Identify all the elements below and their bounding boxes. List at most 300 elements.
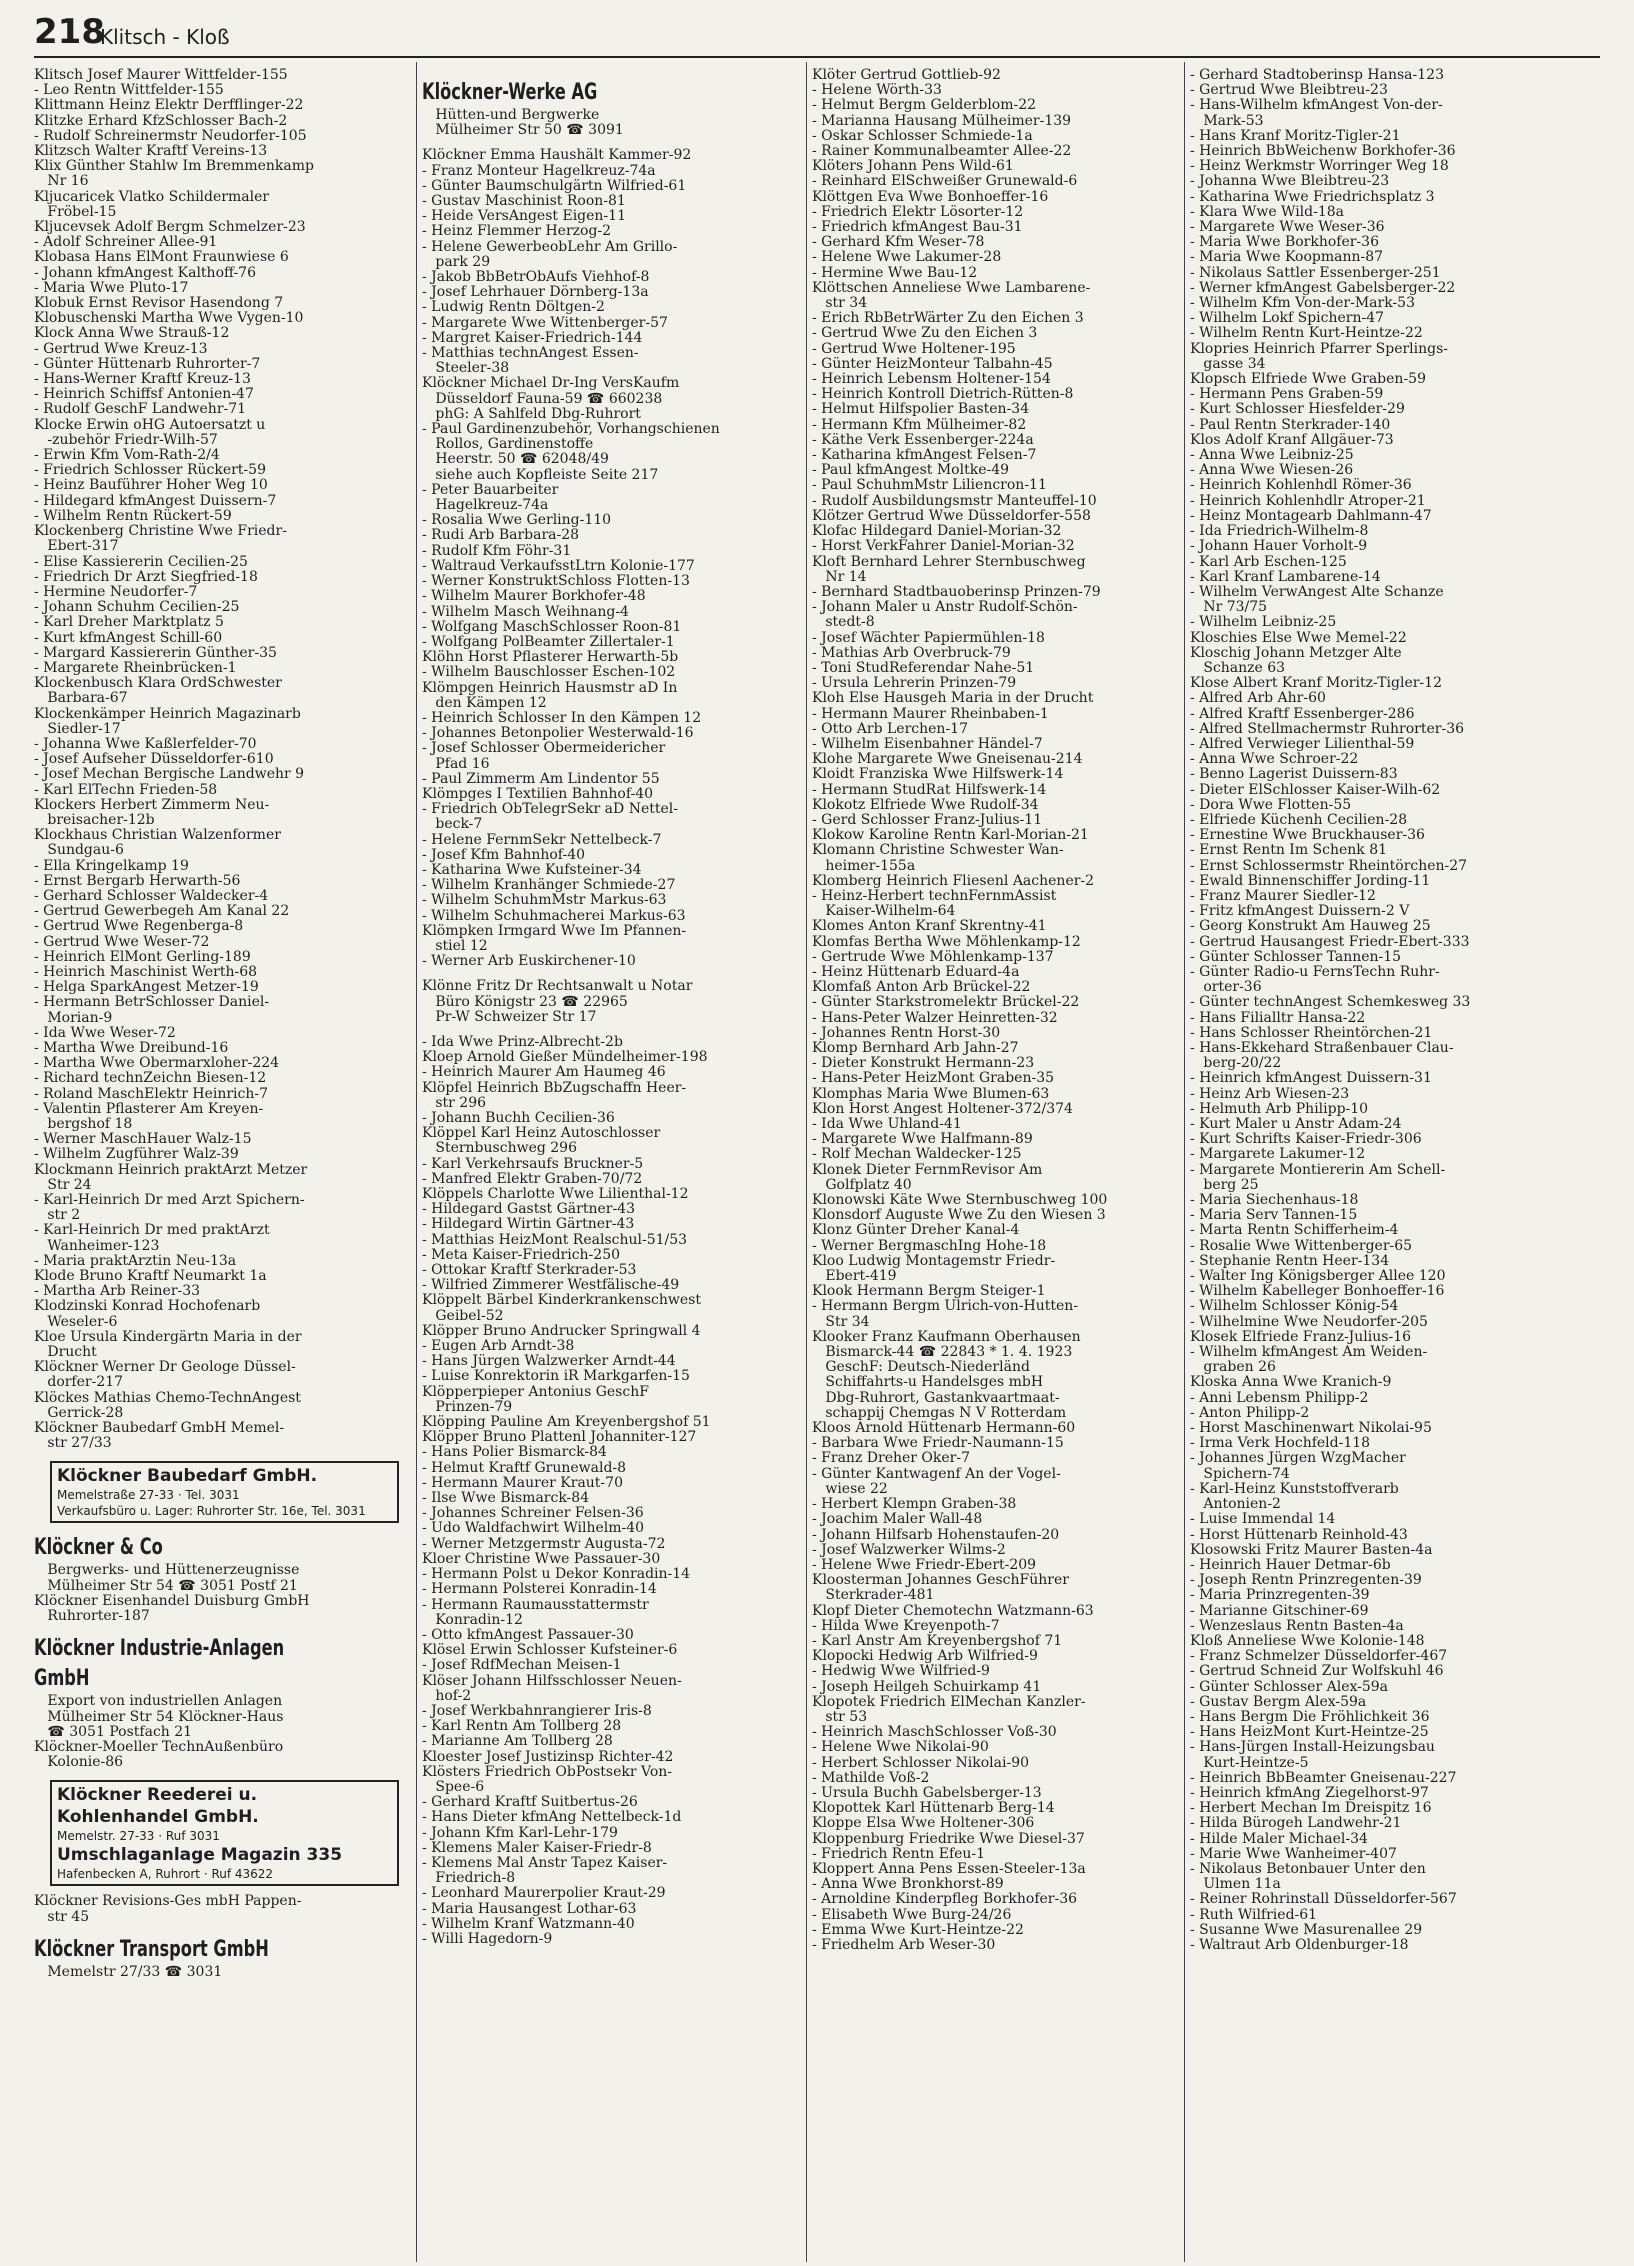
directory-entry: Klitzke Erhard KfzSchlosser Bach-2 <box>34 113 288 129</box>
directory-entry: - Heinrich Lebensm Holtener-154 <box>812 372 1051 388</box>
directory-entry: schappij Chemgas N V Rotterdam <box>812 1405 1067 1421</box>
directory-entry: - Josef Werkbahnrangierer Iris-8 <box>422 1703 652 1719</box>
directory-entry: - Helene Wwe Nikolai-90 <box>812 1740 989 1756</box>
directory-entry: - Hans Schlosser Rheintörchen-21 <box>1190 1025 1433 1041</box>
directory-entry: Hütten-und Bergwerke <box>422 108 600 123</box>
running-head: Klitsch - Kloß <box>100 25 230 49</box>
directory-entry: - Maria Wwe Koopmann-87 <box>1190 250 1384 266</box>
directory-entry: - Klemens Maler Kaiser-Friedr-8 <box>422 1840 652 1856</box>
directory-entry: - Gerhard Stadtoberinsp Hansa-123 <box>1190 68 1444 83</box>
directory-entry: Hagelkreuz-74a <box>422 498 549 514</box>
directory-entry: Klöppel Karl Heinz Autoschlosser <box>422 1126 661 1142</box>
directory-entry: - Friedrich Elektr Lösorter-12 <box>812 204 1024 220</box>
directory-entry: wiese 22 <box>812 1481 888 1497</box>
page-number: 218 <box>34 12 105 52</box>
directory-entry: - Anton Philipp-2 <box>1190 1405 1310 1421</box>
directory-entry: Klomfaß Anton Arb Brückel-22 <box>812 980 1031 996</box>
column-1-entries-c <box>34 1894 412 1980</box>
directory-entry: - Willi Hagedorn-9 <box>422 1931 553 1947</box>
directory-entry: - Adolf Schreiner Allee-91 <box>34 235 218 251</box>
directory-entry: - Wilhelm Lokf Spichern-47 <box>1190 311 1385 327</box>
directory-entry: - Helmut Bergm Gelderblom-22 <box>812 98 1037 114</box>
directory-entry: - Maria Wwe Pluto-17 <box>34 280 189 296</box>
directory-entry: - Günter technAngest Schemkesweg 33 <box>1190 995 1471 1011</box>
directory-entry: - Anna Wwe Wiesen-26 <box>1190 463 1354 479</box>
directory-entry: - Eugen Arb Arndt-38 <box>422 1339 575 1355</box>
directory-entry: str 2 <box>34 1208 81 1224</box>
directory-entry: - Margret Kaiser-Friedrich-144 <box>422 330 643 346</box>
directory-entry: dorfer-217 <box>34 1375 124 1391</box>
directory-entry: - Herbert Schlosser Nikolai-90 <box>812 1755 1030 1771</box>
advert-title: Klöckner Baubedarf GmbH. <box>57 1466 318 1487</box>
directory-entry: Klobasa Hans ElMont Fraunwiese 6 <box>34 250 289 266</box>
directory-entry: - Heinrich kfmAngest Duissern-31 <box>1190 1071 1432 1087</box>
directory-entry: - Marie Wwe Wanheimer-407 <box>1190 1846 1397 1862</box>
directory-entry: Klomes Anton Kranf Skrentny-41 <box>812 919 1047 935</box>
directory-entry: - Paul kfmAngest Moltke-49 <box>812 463 1010 479</box>
directory-entry: - Karl ElTechn Frieden-58 <box>34 782 218 798</box>
directory-entry: - Heinrich Schlosser In den Kämpen 12 <box>422 710 702 726</box>
directory-entry: Wanheimer-123 <box>34 1238 160 1254</box>
directory-entry: - Heinz Hüttenarb Eduard-4a <box>812 964 1020 980</box>
directory-entry: Düsseldorf Fauna-59 ☎ 660238 <box>422 391 663 407</box>
directory-entry: stedt-8 <box>812 615 875 631</box>
directory-entry: - Joseph Heilgeh Schuirkamp 41 <box>812 1679 1042 1695</box>
directory-entry: Klöter Gertrud Gottlieb-92 <box>812 68 1001 83</box>
directory-entry: Bismarck-44 ☎ 22843 * 1. 4. 1923 <box>812 1345 1073 1361</box>
directory-entry: - Johanna Wwe Bleibtreu-23 <box>1190 174 1390 190</box>
directory-entry: str 53 <box>812 1709 868 1725</box>
directory-entry: - Horst Hüttenarb Reinhold-43 <box>1190 1527 1408 1543</box>
directory-entry: - Gertrud Wwe Zu den Eichen 3 <box>812 326 1038 342</box>
directory-entry: - Leo Rentn Wittfelder-155 <box>34 83 224 99</box>
directory-entry: Klöttschen Anneliese Wwe Lambarene- <box>812 280 1091 296</box>
directory-entry: - Hermann Bergm Ulrich-von-Hutten- <box>812 1299 1079 1315</box>
directory-entry: - Ella Kringelkamp 19 <box>34 858 189 874</box>
directory-entry: - Kurt kfmAngest Schill-60 <box>34 630 223 646</box>
directory-entry: Klose Albert Kranf Moritz-Tigler-12 <box>1190 676 1442 692</box>
directory-entry: - Kurt Maler u Anstr Adam-24 <box>1190 1117 1402 1133</box>
directory-entry: - Franz Dreher Oker-7 <box>812 1451 970 1467</box>
advert-line: Hafenbecken A, Ruhrort · Ruf 43622 <box>57 1867 274 1882</box>
directory-entry: - Elisabeth Wwe Burg-24/26 <box>812 1907 1012 1923</box>
directory-entry: - Oskar Schlosser Schmiede-1a <box>812 128 1033 144</box>
directory-entry: Kloos Arnold Hüttenarb Hermann-60 <box>812 1421 1076 1437</box>
directory-entry: str 34 <box>812 296 868 312</box>
directory-entry: Klopocki Hedwig Arb Wilfried-9 <box>812 1649 1038 1665</box>
directory-entry: - Werner KonstruktSchloss Flotten-13 <box>422 574 690 590</box>
directory-entry: Klöpping Pauline Am Kreyenbergshof 51 <box>422 1415 711 1431</box>
directory-entry: - Gerhard Schlosser Waldecker-4 <box>34 888 269 904</box>
directory-entry: - Hans Jürgen Walzwerker Arndt-44 <box>422 1354 676 1370</box>
directory-entry: - Hans-Peter HeizMont Graben-35 <box>812 1071 1055 1087</box>
spacer <box>422 969 800 979</box>
directory-entry: Kljucaricek Vlatko Schildermaler <box>34 189 270 205</box>
directory-entry: - Wilhelm Leibniz-25 <box>1190 615 1337 631</box>
spacer <box>422 1025 800 1035</box>
directory-entry: Klöckner Emma Haushält Kammer-92 <box>422 148 692 164</box>
directory-entry: - Hans-Jürgen Install-Heizungsbau <box>1190 1740 1435 1756</box>
directory-entry: bergshof 18 <box>34 1117 133 1133</box>
directory-entry: Klon Horst Angest Holtener-372/374 <box>812 1101 1073 1117</box>
directory-entry: - Richard technZeichn Biesen-12 <box>34 1071 267 1087</box>
directory-entry: - Margard Kassiererin Günther-35 <box>34 645 277 661</box>
directory-entry: - Werner kfmAngest Gabelsberger-22 <box>1190 280 1456 296</box>
directory-entry: Kurt-Heintze-5 <box>1190 1755 1309 1771</box>
directory-entry: - Margarete Montiererin Am Schell- <box>1190 1162 1446 1178</box>
directory-entry: - Heinrich BbWeichenw Borkhofer-36 <box>1190 144 1456 160</box>
directory-entry: - Heinrich Kohlenhdl Römer-36 <box>1190 478 1412 494</box>
directory-entry: Drucht <box>34 1345 97 1361</box>
directory-entry: - Udo Waldfachwirt Wilhelm-40 <box>422 1521 645 1537</box>
directory-entry: - Werner BergmaschIng Hohe-18 <box>812 1238 1047 1254</box>
directory-entry: - Otto kfmAngest Passauer-30 <box>422 1627 634 1643</box>
directory-entry: - Günter Kantwagenf An der Vogel- <box>812 1466 1061 1482</box>
directory-entry: - Katharina Wwe Friedrichsplatz 3 <box>1190 189 1435 205</box>
directory-entry: - Johanna Wwe Kaßlerfelder-70 <box>34 736 257 752</box>
directory-entry: Klöhn Horst Pflasterer Herwarth-5b <box>422 650 679 666</box>
directory-entry: - Waltraud VerkaufsstLtrn Kolonie-177 <box>422 558 695 574</box>
directory-entry: - Walter Ing Königsberger Allee 120 <box>1190 1269 1446 1285</box>
directory-entry: - Horst Maschinenwart Nikolai-95 <box>1190 1421 1432 1437</box>
directory-entry: - Günter Hüttenarb Ruhrorter-7 <box>34 356 261 372</box>
directory-entry: - Ursula Lehrerin Prinzen-79 <box>812 676 1017 692</box>
directory-entry: Klos Adolf Kranf Allgäuer-73 <box>1190 432 1394 448</box>
directory-entry: - Wilhelm Kranhänger Schmiede-27 <box>422 878 676 894</box>
directory-entry: - Marianne Gitschiner-69 <box>1190 1603 1369 1619</box>
directory-entry: Export von industriellen Anlagen <box>34 1694 283 1710</box>
directory-entry: - Rudolf GeschF Landwehr-71 <box>34 402 247 418</box>
directory-entry: GeschF: Deutsch-Niederländ <box>812 1360 1030 1376</box>
directory-entry: Kloer Christine Wwe Passauer-30 <box>422 1551 661 1567</box>
directory-entry: - Wenzeslaus Rentn Basten-4a <box>1190 1618 1404 1634</box>
firm-heading: Klöckner Transport GmbH <box>34 1936 269 1962</box>
directory-entry: Klocke Erwin oHG Autoersatzt u <box>34 417 266 433</box>
column-3-entries <box>812 68 1182 1953</box>
directory-entry: Str 34 <box>812 1314 870 1330</box>
directory-entry: - Hildegard kfmAngest Duissern-7 <box>34 493 277 509</box>
directory-entry: - Ilse Wwe Bismarck-84 <box>422 1491 590 1507</box>
directory-entry: Klix Günther Stahlw Im Bremmenkamp <box>34 159 314 175</box>
directory-entry: Ulmen 11a <box>1190 1877 1281 1893</box>
directory-entry: Nr 16 <box>34 174 89 190</box>
directory-entry: - Hermann Kfm Mülheimer-82 <box>812 417 1027 433</box>
directory-entry: - Johann Maler u Anstr Rudolf-Schön- <box>812 600 1078 616</box>
directory-entry: - Rainer Kommunalbeamter Allee-22 <box>812 144 1072 160</box>
directory-entry: - Manfred Elektr Graben-70/72 <box>422 1171 643 1187</box>
directory-entry: Klöckner Eisenhandel Duisburg GmbH <box>34 1593 310 1609</box>
directory-entry: Bergwerks- und Hüttenerzeugnisse <box>34 1563 300 1579</box>
directory-entry: Fröbel-15 <box>34 204 117 220</box>
directory-entry: - Johann Hilfsarb Hohenstaufen-20 <box>812 1527 1060 1543</box>
spacer <box>422 138 800 148</box>
directory-entry: Klomphas Maria Wwe Blumen-63 <box>812 1086 1050 1102</box>
directory-entry: - Heinz Werkmstr Worringer Weg 18 <box>1190 159 1449 175</box>
directory-entry: - Margarete Rheinbrücken-1 <box>34 660 237 676</box>
directory-entry: - Helmut Hilfspolier Basten-34 <box>812 402 1030 418</box>
directory-entry: Kloppert Anna Pens Essen-Steeler-13a <box>812 1861 1086 1877</box>
directory-entry: - Josef Kfm Bahnhof-40 <box>422 847 586 863</box>
directory-entry: Nr 73/75 <box>1190 600 1268 616</box>
directory-entry: Kloep Arnold Gießer Mündelheimer-198 <box>422 1050 708 1066</box>
directory-entry: Klonz Günter Dreher Kanal-4 <box>812 1223 1020 1239</box>
directory-entry: - Hermann Pens Graben-59 <box>1190 387 1384 403</box>
directory-entry: Klomfas Bertha Wwe Möhlenkamp-12 <box>812 934 1081 950</box>
directory-entry: Klonek Dieter FernmRevisor Am <box>812 1162 1043 1178</box>
column-4 <box>1190 68 1570 2258</box>
directory-entry: Klöpperpieper Antonius GeschF <box>422 1384 649 1400</box>
directory-entry: Klopsch Elfriede Wwe Graben-59 <box>1190 372 1426 388</box>
directory-entry: - Karl-Heinz Kunststoffverarb <box>1190 1481 1399 1497</box>
directory-entry: - Gerd Schlosser Franz-Julius-11 <box>812 812 1043 828</box>
directory-entry: Geibel-52 <box>422 1308 504 1324</box>
directory-entry: - Wilhelm VerwAngest Alte Schanze <box>1190 584 1444 600</box>
directory-entry: - Hermann Maurer Rheinbaben-1 <box>812 706 1049 722</box>
directory-entry: Kloosterman Johannes GeschFührer <box>812 1573 1069 1589</box>
directory-entry: - Ernst Rentn Im Schenk 81 <box>1190 843 1388 859</box>
directory-entry: - Hilde Maler Michael-34 <box>1190 1831 1368 1847</box>
directory-entry: - Johannes Jürgen WzgMacher <box>1190 1451 1406 1467</box>
column-1-entries <box>34 68 412 1451</box>
directory-entry: - Ida Wwe Weser-72 <box>34 1025 176 1041</box>
directory-entry: Klooker Franz Kaufmann Oberhausen <box>812 1329 1081 1345</box>
directory-entry: - Ruth Wilfried-61 <box>1190 1907 1318 1923</box>
directory-entry: - Alfred Verwieger Lilienthal-59 <box>1190 736 1415 752</box>
directory-entry: - Hilda Wwe Kreyenpoth-7 <box>812 1618 1000 1634</box>
directory-entry: - Wilfried Zimmerer Westfälische-49 <box>422 1278 680 1294</box>
directory-entry: - Georg Konstrukt Am Hauweg 25 <box>1190 919 1431 935</box>
directory-entry: - Hildegard Wirtin Gärtner-43 <box>422 1217 635 1233</box>
directory-entry: - Karl Arb Eschen-125 <box>1190 554 1347 570</box>
directory-entry: - Friedhelm Arb Weser-30 <box>812 1937 996 1953</box>
directory-entry: - Heinz-Herbert technFernmAssist <box>812 888 1057 904</box>
directory-entry: Klohe Margarete Wwe Gneisenau-214 <box>812 752 1083 768</box>
directory-entry: Klötzer Gertrud Wwe Düsseldorfer-558 <box>812 508 1091 524</box>
directory-entry: Sterkrader-481 <box>812 1588 935 1604</box>
directory-entry: - Franz Schmelzer Düsseldorfer-467 <box>1190 1649 1448 1665</box>
directory-entry: Klode Bruno Kraftf Neumarkt 1a <box>34 1269 267 1285</box>
directory-entry: - Herbert Klempn Graben-38 <box>812 1497 1017 1513</box>
firm-heading: Klöckner Industrie-Anlagen GmbH <box>34 1636 285 1692</box>
directory-entry: Mark-53 <box>1190 113 1264 129</box>
page-header <box>34 10 1600 58</box>
directory-entry: - Heide VersAngest Eigen-11 <box>422 209 626 225</box>
directory-entry: - Hans-Peter Walzer Heinretten-32 <box>812 1010 1058 1026</box>
directory-entry: Klittmann Heinz Elektr Derfflinger-22 <box>34 98 304 114</box>
directory-entry: Ebert-419 <box>812 1269 897 1285</box>
directory-entry: - Friedrich ObTelegrSekr aD Nettel- <box>422 802 678 818</box>
directory-entry: Klöckes Mathias Chemo-TechnAngest <box>34 1390 301 1406</box>
directory-entry: Klöckner Revisions-Ges mbH Pappen- <box>34 1894 302 1910</box>
directory-entry: Büro Königstr 23 ☎ 22965 <box>422 994 628 1010</box>
firm-heading: Klöckner & Co <box>34 1535 163 1561</box>
directory-entry: - Nikolaus Betonbauer Unter den <box>1190 1861 1426 1877</box>
directory-entry: - Dora Wwe Flotten-55 <box>1190 797 1352 813</box>
directory-entry: - Hermann Maurer Kraut-70 <box>422 1475 623 1491</box>
directory-entry: - Hilda Bürogeh Landwehr-21 <box>1190 1816 1402 1832</box>
directory-entry: - Kurt Schlosser Hiesfelder-29 <box>1190 402 1405 418</box>
directory-entry: - Margarete Lakumer-12 <box>1190 1147 1366 1163</box>
directory-entry: - Hans-Ekkehard Straßenbauer Clau- <box>1190 1041 1454 1056</box>
directory-entry: - Heinrich Kontroll Dietrich-Rütten-8 <box>812 387 1074 403</box>
directory-entry: - Franz Maurer Siedler-12 <box>1190 888 1376 904</box>
directory-entry: - Reinhard ElSchweißer Grunewald-6 <box>812 174 1078 190</box>
directory-entry: - Josef Aufseher Düsseldorfer-610 <box>34 752 274 768</box>
directory-entry: - Luise Immendal 14 <box>1190 1512 1336 1528</box>
directory-entry: - Gertrud Wwe Holtener-195 <box>812 341 1016 357</box>
directory-entry: - Friedrich Schlosser Rückert-59 <box>34 463 266 479</box>
directory-entry: - Helene Wwe Friedr-Ebert-209 <box>812 1557 1037 1573</box>
directory-entry: - Gertrud Wwe Bleibtreu-23 <box>1190 83 1388 99</box>
directory-entry: - Margarete Wwe Weser-36 <box>1190 220 1385 236</box>
directory-entry: Klokotz Elfriede Wwe Rudolf-34 <box>812 797 1039 813</box>
column-4-entries <box>1190 68 1570 1953</box>
directory-entry: - Rosalia Wwe Gerling-110 <box>422 513 612 529</box>
directory-entry: Weseler-6 <box>34 1314 118 1330</box>
directory-entry: - Martha Wwe Obermarxloher-224 <box>34 1056 280 1072</box>
directory-entry: Klöckner Werner Dr Geologe Düssel- <box>34 1360 296 1376</box>
directory-entry: Prinzen-79 <box>422 1399 513 1415</box>
directory-entry: - Benno Lagerist Duissern-83 <box>1190 767 1398 783</box>
directory-entry: Ruhrorter-187 <box>34 1609 150 1625</box>
directory-entry: - Arnoldine Kinderpfleg Borkhofer-36 <box>812 1892 1078 1908</box>
directory-entry: - Gertrud Gewerbegeh Am Kanal 22 <box>34 904 290 920</box>
directory-entry: - Rudolf Schreinermstr Neudorfer-105 <box>34 128 307 144</box>
directory-entry: Klitzsch Walter Kraftf Vereins-13 <box>34 144 268 160</box>
directory-entry: - Joseph Rentn Prinzregenten-39 <box>1190 1573 1422 1589</box>
directory-entry: - Gertrud Hausangest Friedr-Ebert-333 <box>1190 934 1470 950</box>
directory-entry: Spee-6 <box>422 1779 485 1795</box>
directory-entry: - Peter Bauarbeiter <box>422 482 559 498</box>
directory-entry: Klobuk Ernst Revisor Hasendong 7 <box>34 296 284 312</box>
advert-box-reederei <box>50 1780 399 1886</box>
directory-entry: - Wilhelm Rentn Rückert-59 <box>34 508 232 524</box>
directory-entry: Schiffahrts-u Handelsges mbH <box>812 1375 1044 1391</box>
directory-entry: Klopotek Friedrich ElMechan Kanzler- <box>812 1694 1086 1710</box>
directory-entry: Steeler-38 <box>422 361 510 377</box>
directory-entry: - Ida Wwe Prinz-Albrecht-2b <box>422 1034 623 1050</box>
directory-entry: - Helmut Kraftf Grunewald-8 <box>422 1460 627 1476</box>
directory-entry: - Gertrud Wwe Regenberga-8 <box>34 919 244 935</box>
directory-entry: - Johannes Rentn Horst-30 <box>812 1025 1001 1041</box>
directory-entry: - Valentin Pflasterer Am Kreyen- <box>34 1101 264 1117</box>
directory-entry: - Maria praktÄrztin Neu-13a <box>34 1253 237 1269</box>
directory-entry: - Hermann Polst u Dekor Konradin-14 <box>422 1567 691 1583</box>
directory-entry: Klofac Hildegard Daniel-Morian-32 <box>812 524 1062 540</box>
directory-entry: - Katharina Wwe Kufsteiner-34 <box>422 862 642 878</box>
directory-entry: Klömpges I Textilien Bahnhof-40 <box>422 786 654 802</box>
directory-entry: - Wilhelmine Wwe Neudorfer-205 <box>1190 1314 1428 1330</box>
directory-entry: - Marianne Am Tollberg 28 <box>422 1734 613 1750</box>
directory-entry: - Margarete Wwe Wittenberger-57 <box>422 315 668 331</box>
directory-entry: Klöser Johann Hilfsschlosser Neuen- <box>422 1673 682 1689</box>
directory-entry: Kloß Anneliese Wwe Kolonie-148 <box>1190 1633 1425 1649</box>
directory-entry: - Paul SchuhmMstr Liliencron-11 <box>812 478 1047 494</box>
directory-entry: Klook Hermann Bergm Steiger-1 <box>812 1284 1046 1300</box>
directory-entry: Kloh Else Hausgeh Maria in der Drucht <box>812 691 1094 707</box>
directory-entry: - Gertrud Schneid Zur Wolfskuhl 46 <box>1190 1664 1444 1680</box>
directory-entry: - Alfred Stellmachermstr Ruhrorter-36 <box>1190 721 1465 737</box>
directory-entry: orter-36 <box>1190 980 1262 996</box>
directory-entry: - Käthe Verk Essenberger-224a <box>812 432 1034 448</box>
directory-entry: - Wilhelm Kranf Watzmann-40 <box>422 1916 635 1932</box>
directory-entry: - Hans-Wilhelm kfmAngest Von-der- <box>1190 98 1443 114</box>
directory-entry: - Alfred Kraftf Essenberger-286 <box>1190 706 1415 722</box>
directory-entry: - Wilhelm Schuhmacherei Markus-63 <box>422 908 686 924</box>
directory-entry: - Wilhelm Zugführer Walz-39 <box>34 1147 239 1163</box>
directory-entry: - Helene FernmSekr Nettelbeck-7 <box>422 832 662 848</box>
directory-entry: park 29 <box>422 254 491 270</box>
directory-entry: ☎ 3051 Postfach 21 <box>34 1724 193 1740</box>
directory-entry: - Johann Schuhm Cecilien-25 <box>34 600 240 616</box>
advert-line: Memelstraße 27-33 · Tel. 3031 <box>57 1488 240 1503</box>
directory-entry: Klopries Heinrich Pfarrer Sperlings- <box>1190 341 1449 357</box>
directory-entry: Klöppelt Bärbel Kinderkrankenschwest <box>422 1293 701 1309</box>
directory-entry: - Günter Baumschulgärtn Wilfried-61 <box>422 178 687 194</box>
directory-entry: - Mathias Arb Overbruck-79 <box>812 645 1011 661</box>
directory-entry: siehe auch Kopfleiste Seite 217 <box>422 467 659 483</box>
directory-entry: - Hedwig Wwe Wilfried-9 <box>812 1664 990 1680</box>
column-3 <box>812 68 1182 2258</box>
directory-entry: beck-7 <box>422 817 483 833</box>
directory-entry: - Ernst Schlossermstr Rheintörchen-27 <box>1190 858 1468 874</box>
directory-entry: - Josef Schlosser Obermeidericher <box>422 741 666 757</box>
directory-entry: Kloester Josef Justizinsp Richter-42 <box>422 1749 674 1765</box>
directory-entry: graben 26 <box>1190 1360 1276 1376</box>
directory-entry: Klonsdorf Auguste Wwe Zu den Wiesen 3 <box>812 1208 1106 1224</box>
directory-entry: - Helmuth Arb Philipp-10 <box>1190 1101 1369 1117</box>
directory-entry: Klöpper Bruno Plattenl Johanniter-127 <box>422 1430 697 1446</box>
advert-title: Klöckner Reederei u. Kohlenhandel GmbH. <box>57 1785 259 1828</box>
directory-entry: Schanze 63 <box>1190 660 1286 676</box>
directory-entry: Mülheimer Str 54 ☎ 3051 Postf 21 <box>34 1578 298 1594</box>
directory-entry: Pfad 16 <box>422 756 490 772</box>
directory-entry: - Katharina kfmAngest Felsen-7 <box>812 448 1037 464</box>
directory-entry: Klöckner Baubedarf GmbH Memel- <box>34 1421 285 1437</box>
directory-entry: - Luise Konrektorin iR Markgarfen-15 <box>422 1369 690 1385</box>
directory-entry: - Meta Kaiser-Friedrich-250 <box>422 1247 621 1263</box>
directory-entry: berg-20/22 <box>1190 1056 1282 1072</box>
column-divider <box>806 62 807 2262</box>
directory-entry: - Matthias technAngest Essen- <box>422 346 639 362</box>
directory-entry: - Hans Filialltr Hansa-22 <box>1190 1010 1366 1026</box>
directory-entry: - Klemens Mal Anstr Tapez Kaiser- <box>422 1855 668 1871</box>
directory-entry: - Erwin Kfm Vom-Rath-2/4 <box>34 448 220 464</box>
directory-entry: - Werner Arb Euskirchener-10 <box>422 954 636 970</box>
directory-entry: Klomberg Heinrich Fliesenl Aachener-2 <box>812 873 1095 889</box>
column-2-entries <box>422 78 800 1947</box>
directory-entry: - Elfriede Küchenh Cecilien-28 <box>1190 812 1408 828</box>
directory-entry: -zubehör Friedr-Wilh-57 <box>34 432 218 448</box>
directory-entry: Klöckner Michael Dr-Ing VersKaufm <box>422 376 680 392</box>
directory-entry: Str 24 <box>34 1177 92 1193</box>
directory-entry: - Horst VerkFahrer Daniel-Morian-32 <box>812 539 1075 555</box>
directory-entry: Friedrich-8 <box>422 1871 516 1887</box>
directory-entry: - Karl Verkehrsaufs Bruckner-5 <box>422 1156 644 1172</box>
directory-entry: - Heinz Bauführer Hoher Weg 10 <box>34 478 268 494</box>
directory-entry: Klitsch Josef Maurer Wittfelder-155 <box>34 68 288 83</box>
directory-entry: - Ida Wwe Uhland-41 <box>812 1117 962 1133</box>
directory-entry: - Helga SparkAngest Metzer-19 <box>34 980 259 996</box>
directory-entry: - Wilhelm Maurer Borkhofer-48 <box>422 589 646 605</box>
directory-entry: - Wilhelm Eisenbahner Händel-7 <box>812 736 1043 752</box>
column-2 <box>422 68 800 2258</box>
directory-entry: - Emma Wwe Kurt-Heintze-22 <box>812 1922 1024 1938</box>
directory-entry: Klömpken Irmgard Wwe Im Pfannen- <box>422 923 687 939</box>
directory-entry: str 296 <box>422 1095 487 1111</box>
directory-entry: - Rosalie Wwe Wittenberger-65 <box>1190 1238 1413 1254</box>
directory-entry: berg 25 <box>1190 1177 1259 1193</box>
